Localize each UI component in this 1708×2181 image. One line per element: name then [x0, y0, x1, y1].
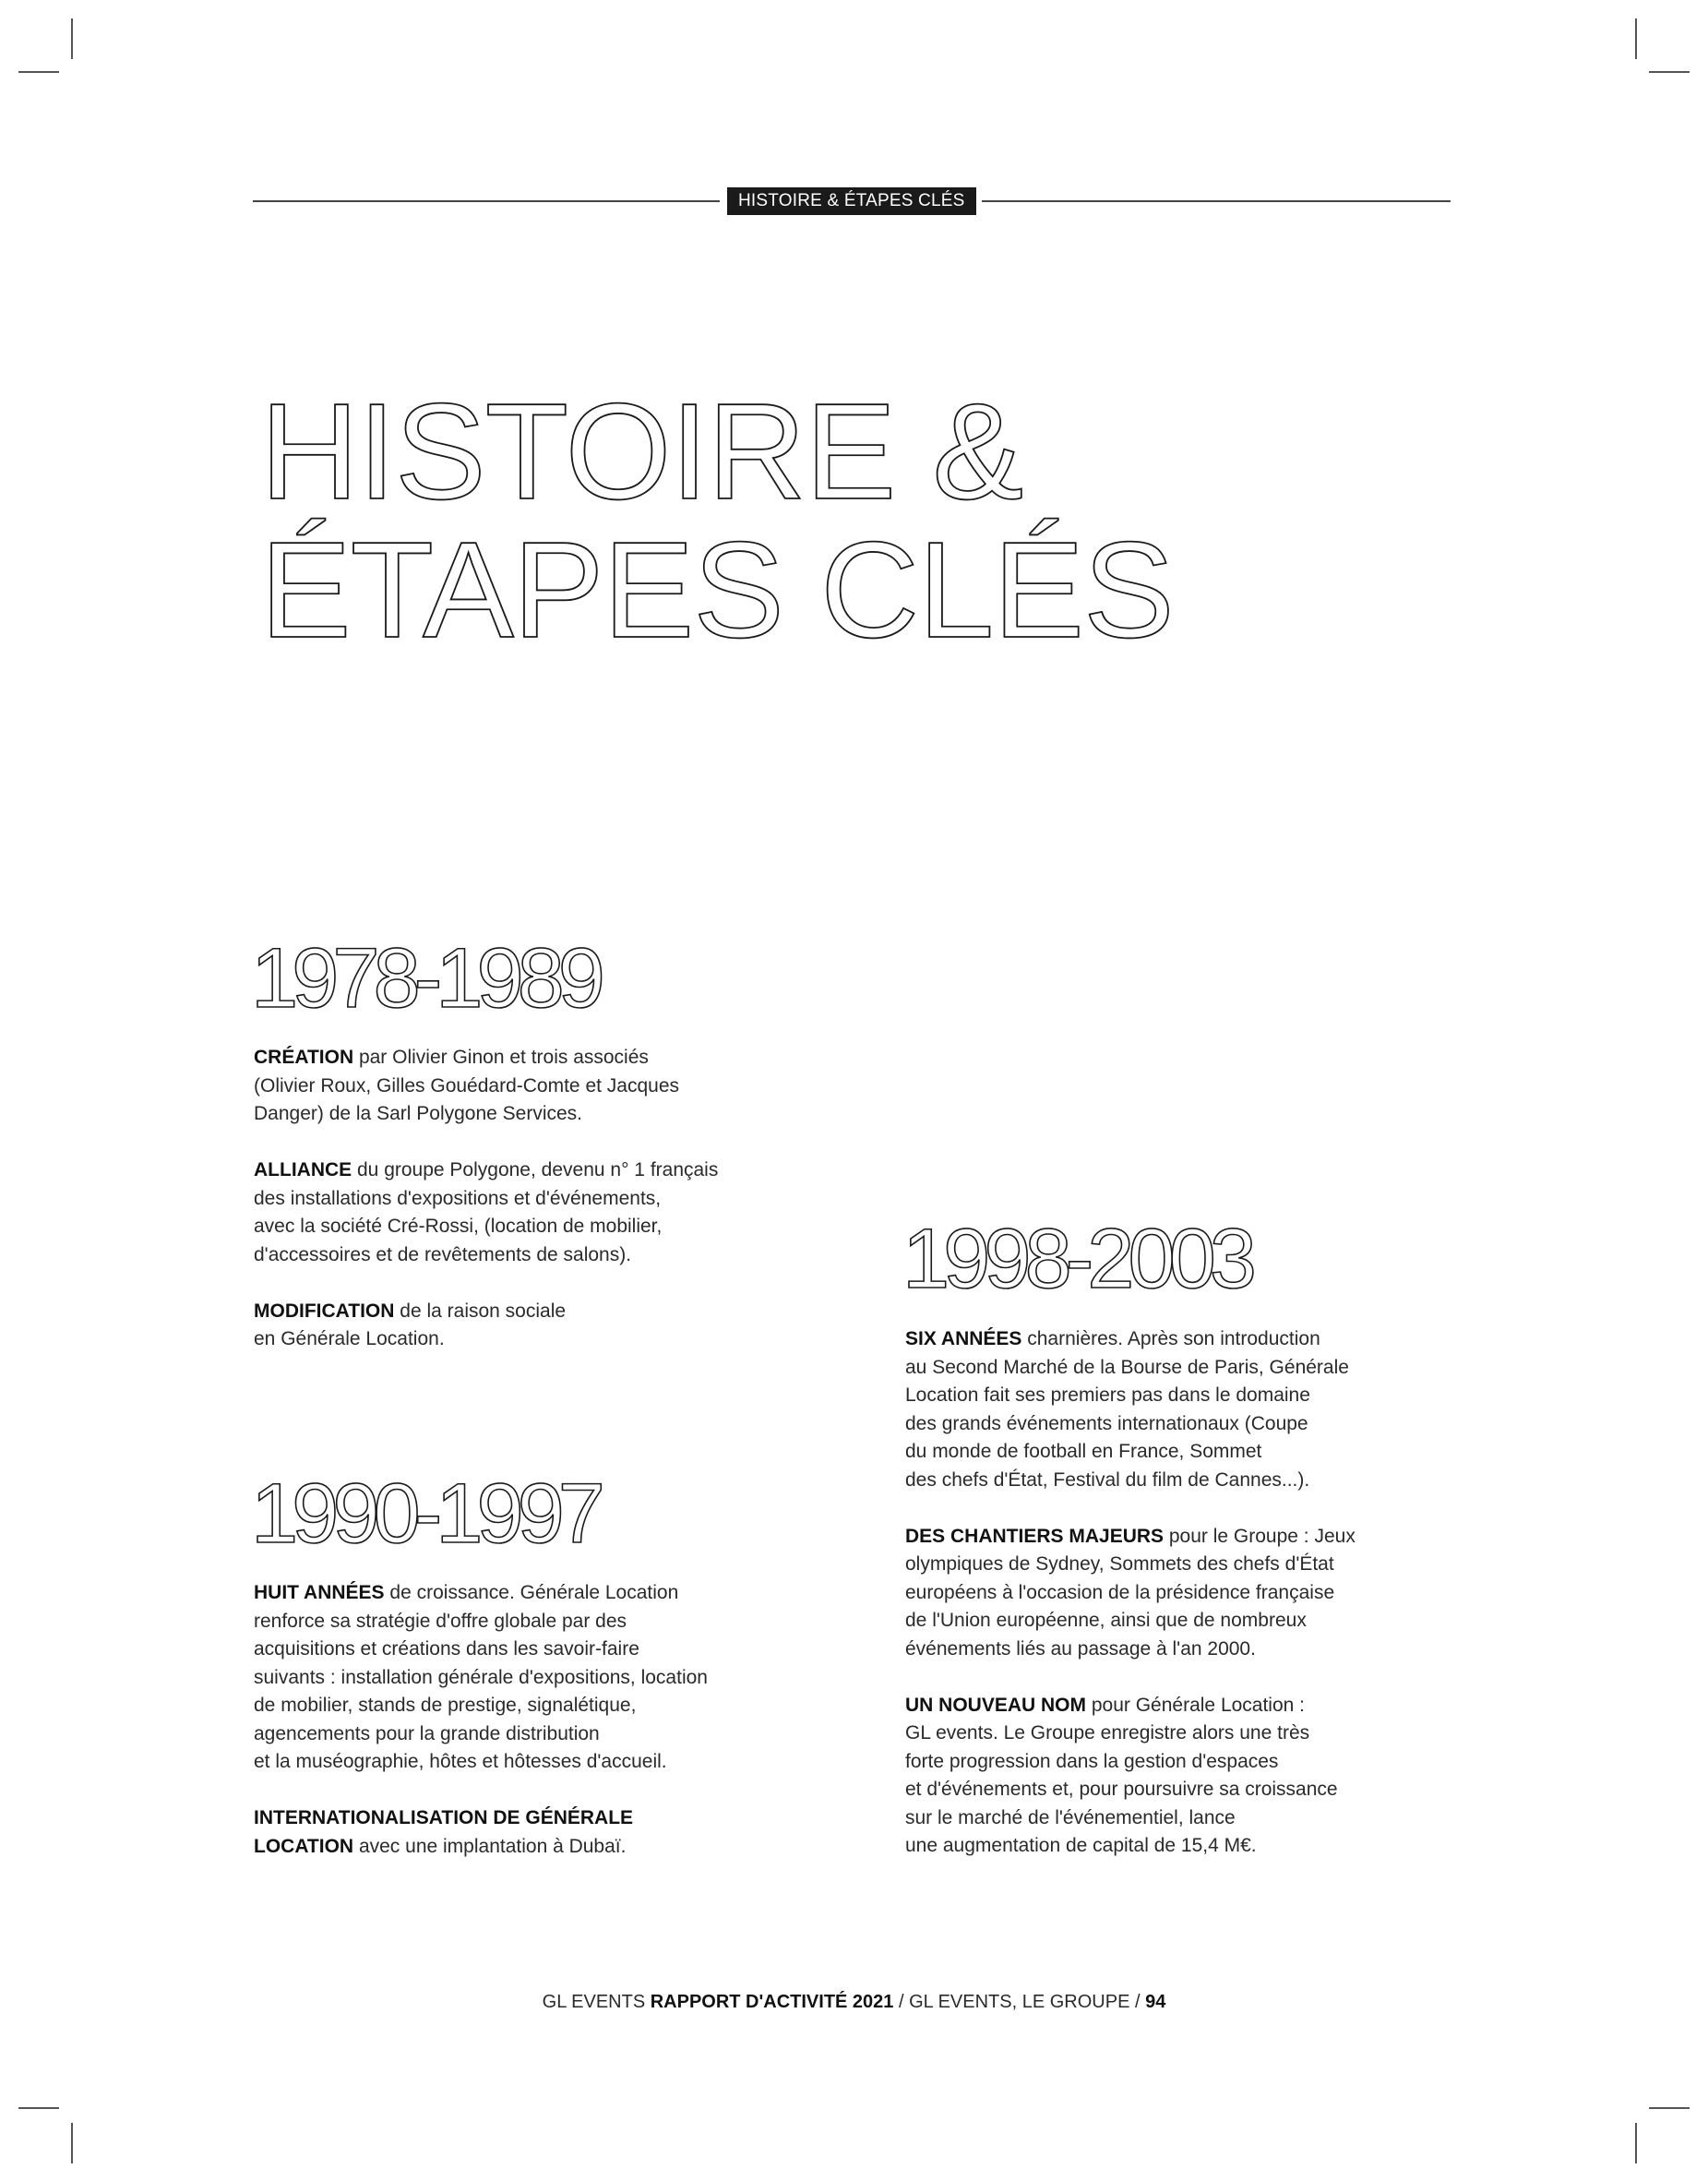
crop-mark	[18, 2107, 59, 2109]
period-text-block	[905, 1325, 1440, 1861]
paragraph: INTERNATIONALISATION DE GÉNÉRALE LOCATION avec une implantation à Dubaï.	[254, 1807, 634, 1857]
crop-mark	[71, 2123, 73, 2163]
period-heading: 1998-2003	[902, 1212, 1250, 1306]
paragraph: ALLIANCE du groupe Polygone, devenu n° 1 français des installations d'expositions et d'événements, avec la société Cré-Rossi, (location de mobilier, d'accessoires et de revêtements de salons).	[254, 1159, 719, 1265]
header-rule-left	[253, 200, 720, 202]
footer-report-title: RAPPORT D'ACTIVITÉ 2021	[650, 1992, 894, 2012]
crop-mark	[1635, 18, 1637, 59]
page-footer	[0, 1992, 1708, 2013]
page-title	[260, 376, 1174, 666]
crop-mark	[1649, 71, 1690, 73]
period-heading: 1978-1989	[251, 931, 599, 1025]
paragraph: DES CHANTIERS MAJEURS pour le Groupe : Jeux olympiques de Sydney, Sommets des chefs d'État européens à l'occasion de la présidence française de l'Union européenne, ainsi que de nombreux événements liés au passage à l'an 2000.	[905, 1525, 1356, 1660]
period-heading: 1990-1997	[251, 1467, 599, 1561]
page-title-line-2: ÉTAPES CLÉS	[260, 514, 1174, 666]
crop-mark	[71, 18, 73, 59]
paragraph: MODIFICATION de la raison sociale en Générale Location.	[254, 1300, 567, 1349]
page-number: 94	[1145, 1992, 1166, 2012]
paragraph: UN NOUVEAU NOM pour Générale Location : GL events. Le Groupe enregistre alors une très forte progression dans la gestion d'espaces et d'événements et, pour poursuivre sa croissance sur le marché de l'événementiel, lance une augmentation de capital de 15,4 M€.	[905, 1694, 1338, 1856]
header-rule-right	[982, 200, 1451, 202]
footer-section: / GL EVENTS, LE GROUPE /	[893, 1992, 1146, 2012]
section-label: HISTOIRE & ÉTAPES CLÉS	[727, 187, 976, 215]
crop-mark	[18, 71, 59, 73]
crop-mark	[1649, 2107, 1690, 2109]
footer-brand: GL EVENTS	[542, 1992, 651, 2012]
crop-mark	[1635, 2123, 1637, 2163]
paragraph: SIX ANNÉES charnières. Après son introduction au Second Marché de la Bourse de Paris, Générale Location fait ses premiers pas dans le domaine des grands événements internationaux (Coupe du monde de football en France, Sommet des chefs d'État, Festival du film de Cannes...).	[905, 1328, 1349, 1491]
paragraph: CRÉATION par Olivier Ginon et trois associés (Olivier Roux, Gilles Gouédard-Comte et Jacques Danger) de la Sarl Polygone Services.	[254, 1047, 680, 1124]
paragraph: HUIT ANNÉES de croissance. Générale Location renforce sa stratégie d'offre globale par des acquisitions et créations dans les savoir-faire suivants : installation générale d'expositions, location de mobilier, stands de prestige, signalétique, agencements pour la grande distribution et la muséographie, hôtes et hôtesses d'accueil.	[254, 1582, 708, 1772]
period-text-block	[254, 1044, 789, 1354]
period-text-block	[254, 1579, 789, 1861]
page-title-line-1: HISTOIRE &	[260, 376, 1023, 528]
